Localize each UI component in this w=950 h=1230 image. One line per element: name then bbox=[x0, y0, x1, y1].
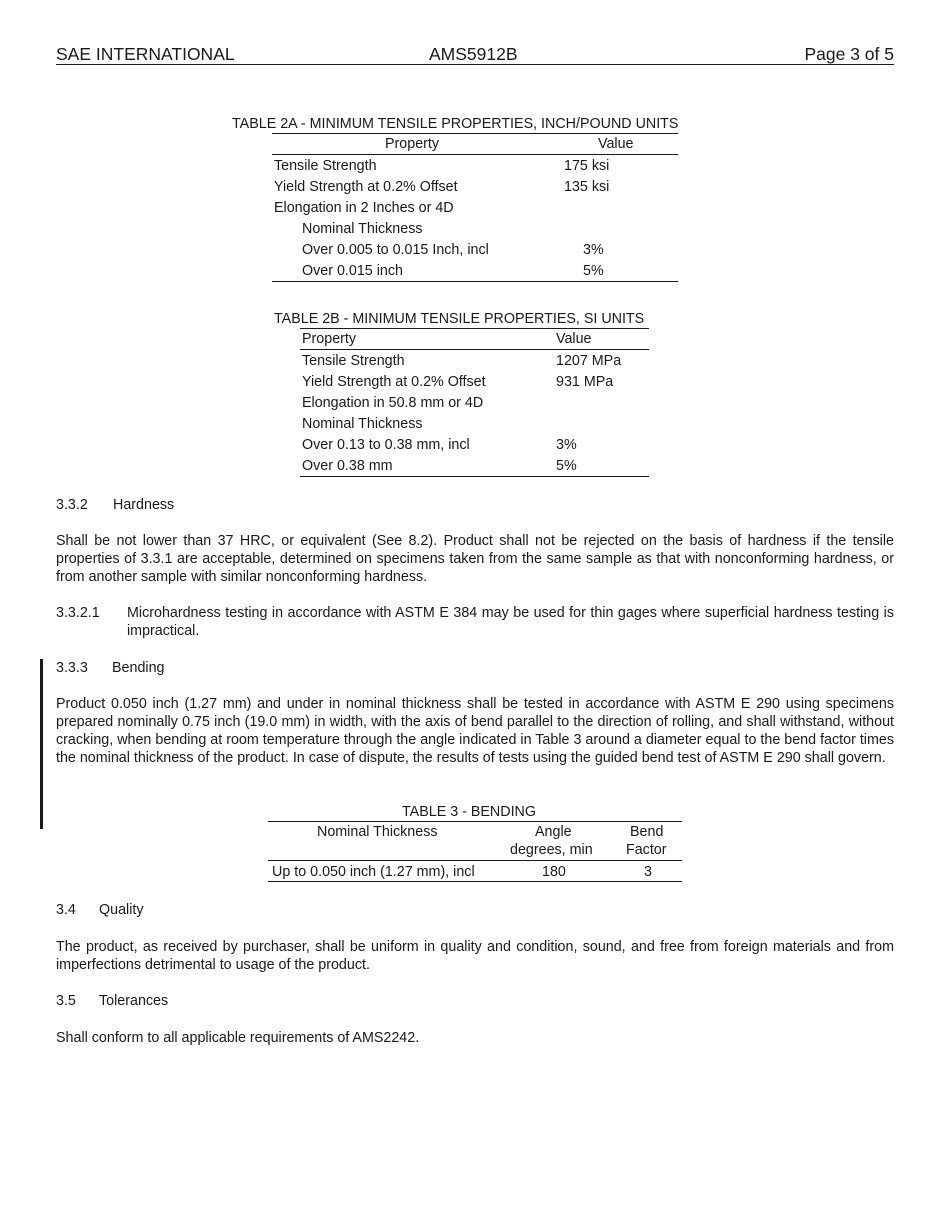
table-row-property: Elongation in 2 Inches or 4D bbox=[274, 200, 454, 216]
section-3-3-2-1-number: 3.3.2.1 bbox=[56, 605, 100, 621]
table-2a-top-rule bbox=[272, 133, 678, 134]
table-row-factor: 3 bbox=[644, 864, 652, 880]
section-3-3-2-heading bbox=[56, 496, 174, 514]
table-row-property: Over 0.015 inch bbox=[302, 263, 403, 279]
table-row-property: Over 0.005 to 0.015 Inch, incl bbox=[302, 242, 489, 258]
table-2b-top-rule bbox=[300, 328, 649, 329]
table-3-col-factor-line1: Bend bbox=[630, 824, 664, 840]
table-row-property: Over 0.13 to 0.38 mm, incl bbox=[302, 437, 470, 453]
header-page-number: Page 3 of 5 bbox=[804, 44, 894, 64]
table-3-title: TABLE 3 - BENDING bbox=[402, 804, 536, 820]
table-row-property: Over 0.38 mm bbox=[302, 458, 393, 474]
table-2b-col-property: Property bbox=[302, 331, 357, 347]
table-row-property: Nominal Thickness bbox=[302, 416, 423, 432]
table-2a-header-rule bbox=[272, 154, 678, 155]
table-row-value: 175 ksi bbox=[564, 158, 610, 174]
section-3-3-2-1-body: Microhardness testing in accordance with ASTM E 384 may be used for thin gages where superficial hardness testing is impractical. bbox=[127, 605, 894, 639]
table-row-value: 931 MPa bbox=[556, 374, 614, 390]
table-3-col-thickness: Nominal Thickness bbox=[317, 824, 438, 840]
section-title: Quality bbox=[99, 902, 144, 918]
table-3-header-rule bbox=[268, 860, 682, 861]
section-3-3-3-body: Product 0.050 inch (1.27 mm) and under in nominal thickness shall be tested in accordance with ASTM E 290 using specimens prepared nominally 0.75 inch (19.0 mm) in width, with the axis of bend parallel to the direction of rolling, and shall withstand, without cracking, when bending at room temperature through the angle indicated in Table 3 around a diameter equal to the bend factor times the nominal thickness of the product. In case of dispute, the results of tests using the guided bend test of ASTM E 290 shall govern. bbox=[56, 696, 894, 766]
header-org: SAE INTERNATIONAL bbox=[56, 44, 235, 64]
table-row-value: 3% bbox=[583, 242, 604, 258]
section-3-5-heading bbox=[56, 992, 168, 1010]
table-2b-bottom-rule bbox=[300, 476, 649, 477]
section-3-3-3-heading bbox=[56, 659, 164, 677]
table-3-col-angle-line2: degrees, min bbox=[510, 842, 593, 858]
section-3-3-2-body: Shall be not lower than 37 HRC, or equivalent (See 8.2). Product shall not be rejected on the basis of hardness if the tensile properties of 3.3.1 are acceptable, determined on specimens taken from the same sample as that with nonconforming hardness, or from another sample with similar nonconforming hardness. bbox=[56, 533, 894, 585]
table-3-bottom-rule bbox=[268, 881, 682, 882]
table-3-top-rule bbox=[268, 821, 682, 822]
table-row-value: 1207 MPa bbox=[556, 353, 622, 369]
table-row-property: Nominal Thickness bbox=[302, 221, 423, 237]
section-number: 3.5 bbox=[56, 993, 76, 1009]
section-3-5-body: Shall conform to all applicable requirements of AMS2242. bbox=[56, 1030, 420, 1046]
table-row-value: 3% bbox=[556, 437, 577, 453]
section-title: Bending bbox=[112, 660, 165, 676]
table-row-property: Tensile Strength bbox=[302, 353, 405, 369]
table-2a-bottom-rule bbox=[272, 281, 678, 282]
table-row-property: Tensile Strength bbox=[274, 158, 377, 174]
table-row-value: 5% bbox=[556, 458, 577, 474]
section-number: 3.4 bbox=[56, 902, 76, 918]
table-2a-col-property: Property bbox=[385, 136, 440, 152]
revision-change-bar bbox=[40, 659, 43, 829]
section-title: Hardness bbox=[113, 497, 175, 513]
table-row-property: Yield Strength at 0.2% Offset bbox=[302, 374, 486, 390]
table-2a-title: TABLE 2A - MINIMUM TENSILE PROPERTIES, INCH/POUND UNITS bbox=[232, 116, 679, 132]
section-number: 3.3.3 bbox=[56, 660, 88, 676]
table-2b-col-value: Value bbox=[556, 331, 592, 347]
section-3-4-heading bbox=[56, 901, 144, 919]
section-3-4-body: The product, as received by purchaser, shall be uniform in quality and condition, sound, and free from foreign materials and from imperfections detrimental to usage of the product. bbox=[56, 939, 894, 973]
section-number: 3.3.2 bbox=[56, 497, 88, 513]
page-header bbox=[56, 44, 894, 65]
section-title: Tolerances bbox=[99, 993, 169, 1009]
table-row-angle: 180 bbox=[542, 864, 566, 880]
table-2a-col-value: Value bbox=[598, 136, 634, 152]
table-3-col-angle-line1: Angle bbox=[535, 824, 572, 840]
table-row-property: Elongation in 50.8 mm or 4D bbox=[302, 395, 484, 411]
table-row-value: 135 ksi bbox=[564, 179, 610, 195]
table-3-col-factor-line2: Factor bbox=[626, 842, 667, 858]
table-2b-title: TABLE 2B - MINIMUM TENSILE PROPERTIES, SI UNITS bbox=[274, 311, 645, 327]
header-doc-id: AMS5912B bbox=[429, 44, 518, 64]
table-row-property: Yield Strength at 0.2% Offset bbox=[274, 179, 458, 195]
table-row-value: 5% bbox=[583, 263, 604, 279]
table-row-thickness: Up to 0.050 inch (1.27 mm), incl bbox=[272, 864, 475, 880]
table-2b-header-rule bbox=[300, 349, 649, 350]
